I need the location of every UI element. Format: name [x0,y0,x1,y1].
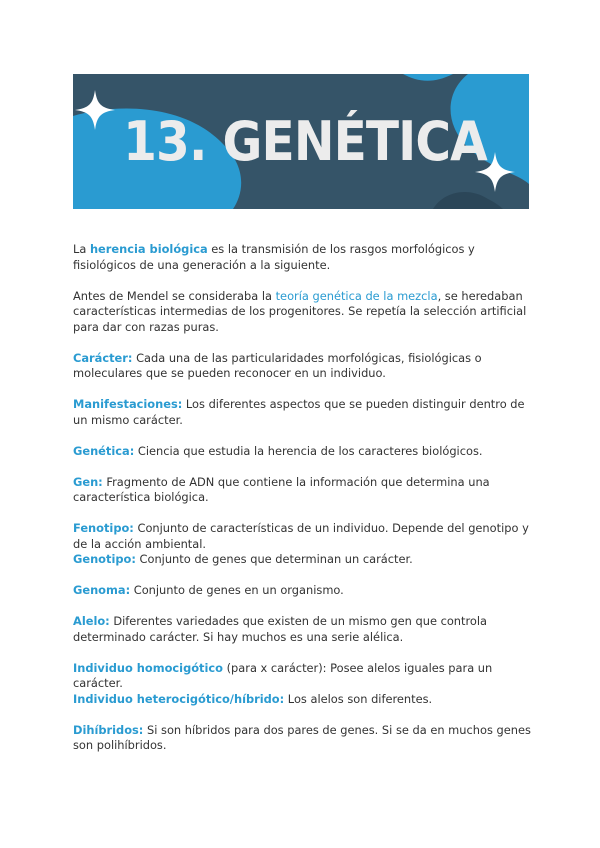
definition-homocigotico [73,661,533,692]
term-genoma: Genoma: [73,583,131,597]
definition-gen [73,475,533,506]
text: (para x carácter): Posee alelos iguales para un carácter. [73,660,493,690]
text: Ciencia que estudia la herencia de los caracteres biológicos. [134,443,483,458]
text: Conjunto de genes que determinan un carácter. [135,552,413,566]
term-homocigotico: Individuo homocigótico [73,660,223,675]
term-manifestaciones: Manifestaciones: [73,397,183,411]
text: Conjunto de genes en un organismo. [130,583,344,597]
definition-caracter [73,351,533,382]
term-dihibridos: Dihíbridos: [73,722,144,737]
title-banner [73,74,529,209]
term-fenotipo: Fenotipo: [73,521,134,535]
paragraph-herencia [73,242,533,273]
text: Fragmento de ADN que contiene la información que determina una característica biológica. [73,474,490,504]
term-genetica: Genética: [73,443,135,458]
definition-dihibridos [73,723,533,754]
term-heterocigotico: Individuo heterocigótico/híbrido: [73,691,285,706]
definition-genetica [73,444,533,460]
document-body [73,242,533,769]
paragraph-mendel [73,289,533,336]
text: Conjunto de características de un individuo. Depende del genotipo y de la acción ambiental. [73,521,529,551]
page-title: 13. GENÉTICA [123,110,487,173]
text: Diferentes variedades que existen de un mismo gen que controla determinado carácter. Si hay muchos es una serie alélica. [73,614,488,644]
term-genotipo: Genotipo: [73,552,136,566]
definition-fenotipo [73,521,533,552]
definition-heterocigotico [73,692,533,708]
term-caracter: Carácter: [73,350,133,365]
definition-manifestaciones [73,397,533,428]
text: Los alelos son diferentes. [284,691,433,706]
text: Cada una de las particularidades morfológicas, fisiológicas o moleculares que se pueden reconocer en un individuo. [73,350,482,380]
link-teoria-mezcla[interactable]: teoría genética de la mezcla [275,288,438,303]
definition-genoma [73,583,533,599]
term-alelo: Alelo: [73,614,110,628]
text: es la transmisión de los rasgos morfológicos y fisiológicos de una generación a la siguiente. [73,242,475,272]
text: La [73,242,90,256]
text: Los diferentes aspectos que se pueden distinguir dentro de un mismo carácter. [73,397,525,427]
definition-genotipo [73,552,533,568]
text: , se heredaban características intermedias de los progenitores. Se repetía la selección artificial para dar con razas puras. [73,288,527,334]
text: Si son híbridos para dos pares de genes. Si se da en muchos genes son polihíbridos. [73,722,531,752]
term-herencia: herencia biológica [89,242,208,256]
term-gen: Gen: [73,474,103,489]
definition-alelo [73,614,533,645]
text: Antes de Mendel se consideraba la [73,288,276,303]
